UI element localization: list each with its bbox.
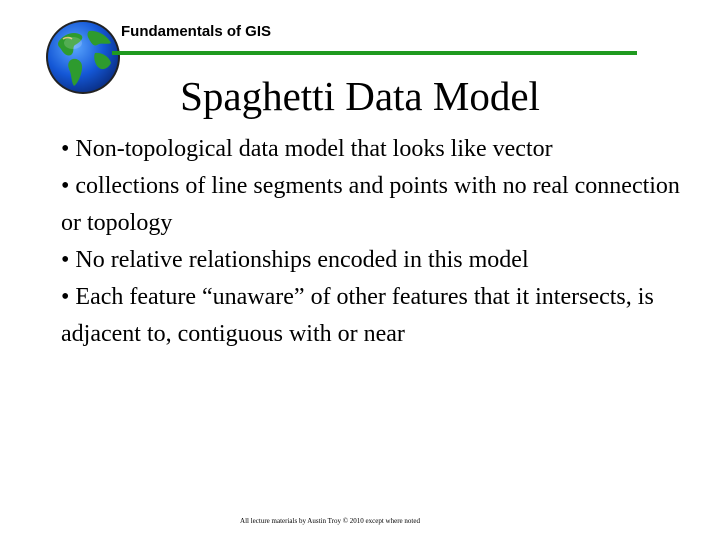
footer-note: All lecture materials by Austin Troy © 2010 except where noted	[240, 517, 420, 525]
bullet-item: • collections of line segments and points with no real connection or topology	[61, 173, 680, 236]
slide-title: Spaghetti Data Model	[180, 73, 540, 119]
bullet-item: • Each feature “unaware” of other features that it intersects, is adjacent to, contiguous with or near	[61, 284, 654, 347]
header-rule	[112, 51, 637, 55]
course-label: Fundamentals of GIS	[121, 23, 272, 40]
bullet-item: • Non-topological data model that looks like vector	[61, 136, 553, 162]
bullet-list	[61, 131, 701, 353]
bullet-item: • No relative relationships encoded in this model	[61, 247, 529, 273]
